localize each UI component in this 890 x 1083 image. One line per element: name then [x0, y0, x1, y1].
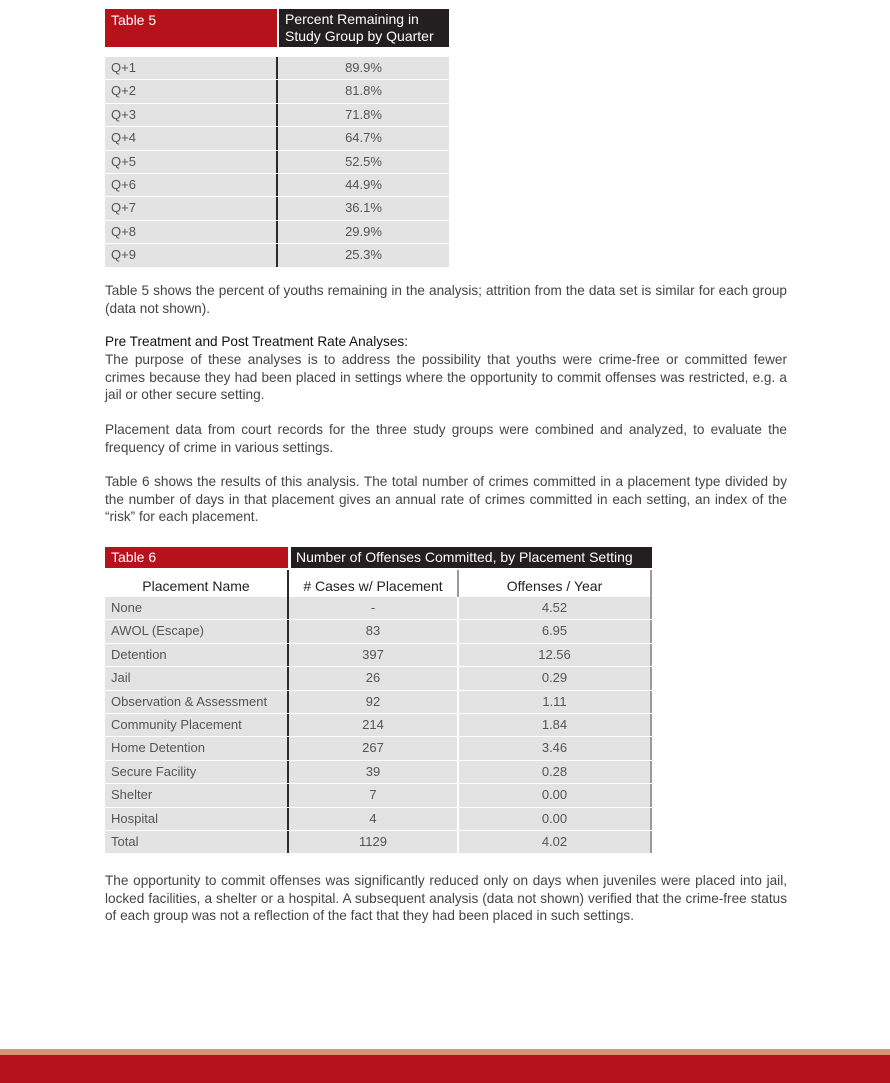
cases-cell: 26: [289, 667, 459, 689]
percent-cell: 81.8%: [345, 83, 382, 99]
table-row: [105, 80, 449, 103]
cases-cell: -: [289, 597, 459, 619]
table-6-label: Table 6: [105, 547, 288, 568]
table-row: [105, 151, 449, 174]
table-row: [105, 831, 652, 854]
table-row: [105, 221, 449, 244]
cases-cell: 92: [289, 691, 459, 713]
offenses-cell: 6.95: [459, 620, 652, 642]
placement-name-cell: Home Detention: [105, 737, 289, 759]
offenses-cell: 0.28: [459, 761, 652, 783]
table-row: [105, 761, 652, 784]
paragraph-conclusion: The opportunity to commit offenses was significantly reduced only on days when juveniles were placed into jail, locked facilities, a shelter or a hospital. A subsequent analysis (data not shown) verified that the crime-free status of each group was not a reflection of the fact that they had been placed in such settings.: [105, 873, 787, 923]
table-5-body: [105, 57, 449, 268]
table-row: [105, 737, 652, 760]
table-row: [105, 57, 449, 80]
offenses-cell: 4.02: [459, 831, 652, 853]
table-6-column-headers: [105, 570, 652, 597]
table-6: [105, 547, 652, 854]
paragraph-table5-description: Table 5 shows the percent of youths remaining in the analysis; attrition from the data set is similar for each group (data not shown).: [105, 283, 787, 316]
cases-cell: 214: [289, 714, 459, 736]
quarter-cell: Q+1: [105, 57, 278, 79]
percent-cell: 71.8%: [345, 106, 382, 122]
column-header-offenses-per-year: Offenses / Year: [459, 570, 652, 597]
percent-cell: 44.9%: [345, 176, 382, 192]
cases-cell: 1129: [289, 831, 459, 853]
percent-cell: 52.5%: [345, 153, 382, 169]
paragraph-purpose: The purpose of these analyses is to address the possibility that youths were crime-free or committed fewer crimes because they had been placed in settings where the opportunity to commit offenses was restricted, e.g. a jail or other secure setting.: [105, 352, 787, 402]
footer-bar: [0, 1055, 890, 1083]
table-5: [105, 9, 449, 268]
quarter-cell: Q+2: [105, 80, 278, 102]
table-row: [105, 197, 449, 220]
placement-name-cell: AWOL (Escape): [105, 620, 289, 642]
table-6-header: [105, 547, 652, 568]
table-row: [105, 597, 652, 620]
table-row: [105, 808, 652, 831]
table-5-header: [105, 9, 449, 47]
cases-cell: 267: [289, 737, 459, 759]
quarter-cell: Q+4: [105, 127, 278, 149]
table-row: [105, 127, 449, 150]
column-header-placement-name: Placement Name: [105, 570, 289, 597]
percent-cell: 29.9%: [345, 223, 382, 239]
placement-name-cell: Jail: [105, 667, 289, 689]
quarter-cell: Q+6: [105, 174, 278, 196]
cases-cell: 4: [289, 808, 459, 830]
cases-cell: 39: [289, 761, 459, 783]
paragraph-placement-data: Placement data from court records for the three study groups were combined and analyzed, to evaluate the frequency of crime in various settings.: [105, 422, 787, 455]
percent-cell: 89.9%: [345, 60, 382, 75]
table-row: [105, 667, 652, 690]
placement-name-cell: Detention: [105, 644, 289, 666]
table-row: [105, 714, 652, 737]
placement-name-cell: Observation & Assessment: [105, 691, 289, 713]
percent-cell: 64.7%: [345, 130, 382, 146]
offenses-cell: 0.00: [459, 808, 652, 830]
placement-name-cell: Secure Facility: [105, 761, 289, 783]
offenses-cell: 1.84: [459, 714, 652, 736]
table-5-title: Percent Remaining in Study Group by Quarter: [279, 9, 449, 47]
cases-cell: 397: [289, 644, 459, 666]
column-header-cases: # Cases w/ Placement: [289, 570, 459, 597]
offenses-cell: 0.29: [459, 667, 652, 689]
table-row: [105, 174, 449, 197]
offenses-cell: 0.00: [459, 784, 652, 806]
section-heading: Pre Treatment and Post Treatment Rate Analyses:: [105, 334, 408, 349]
offenses-cell: 3.46: [459, 737, 652, 759]
table-row: [105, 644, 652, 667]
table-row: [105, 620, 652, 643]
table-row: [105, 691, 652, 714]
placement-name-cell: None: [105, 597, 289, 619]
quarter-cell: Q+3: [105, 104, 278, 126]
table-5-label: Table 5: [105, 9, 277, 47]
quarter-cell: Q+7: [105, 197, 278, 219]
placement-name-cell: Community Placement: [105, 714, 289, 736]
percent-cell: 36.1%: [345, 200, 382, 216]
percent-cell: 25.3%: [345, 247, 382, 263]
offenses-cell: 12.56: [459, 644, 652, 666]
quarter-cell: Q+9: [105, 244, 278, 266]
table-row: [105, 244, 449, 267]
placement-name-cell: Hospital: [105, 808, 289, 830]
paragraph-table6-description: Table 6 shows the results of this analysis. The total number of crimes committed in a placement type divided by the number of days in that placement gives an annual rate of crimes committed in each setting, an index of the “risk” for each placement.: [105, 474, 787, 524]
placement-name-cell: Shelter: [105, 784, 289, 806]
cases-cell: 7: [289, 784, 459, 806]
table-row: [105, 104, 449, 127]
quarter-cell: Q+5: [105, 151, 278, 173]
table-6-title: Number of Offenses Committed, by Placement Setting: [291, 547, 652, 568]
placement-name-cell: Total: [105, 831, 289, 853]
offenses-cell: 4.52: [459, 597, 652, 619]
quarter-cell: Q+8: [105, 221, 278, 243]
offenses-cell: 1.11: [459, 691, 652, 713]
table-6-body: [105, 597, 652, 854]
table-row: [105, 784, 652, 807]
cases-cell: 83: [289, 620, 459, 642]
